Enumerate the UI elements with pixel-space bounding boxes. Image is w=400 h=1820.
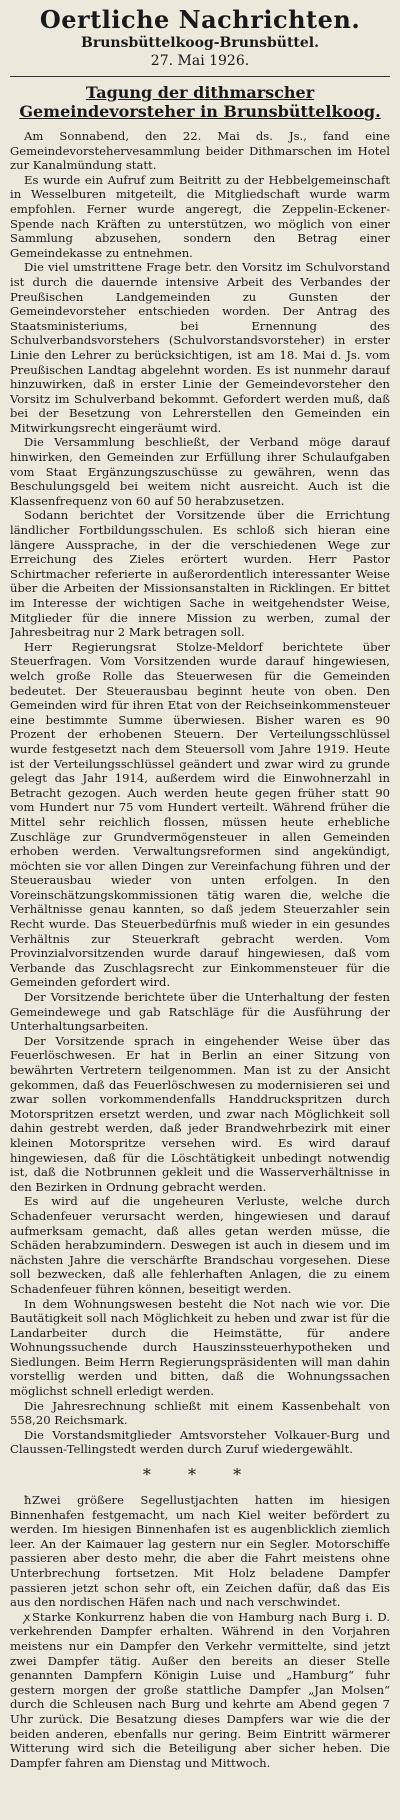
article-paragraph: Sodann berichtet der Vorsitzende über die Errichtung ländlicher Fortbildungsschulen. Es schloß sich hieran eine längere Aussprache, in der die verschiedenen Wege zur Erreichung des Zieles erörtert wurden. Herr Pastor Schirtmacher referierte in außerordentlich interessanter Weise über die Arbeiten der Missionsanstalten in Ricklingen. Er bittet im Interesse der wichtigen Sache in weitgehendster Weise, Mitglieder für die innere Mission zu werben, zumal der Jahresbeitrag nur 2 Mark betragen soll.: [10, 508, 390, 640]
pointer-mark-icon: ꭗ: [24, 1609, 31, 1624]
dateline-date: 27. Mai 1926.: [150, 53, 250, 69]
notice-paragraph: ꭗ Starke Konkurrenz haben die von Hamburg nach Burg i. D. verkehrenden Dampfer erhalten. Während in den Vorjahren meistens nur ein Dampfer den Verkehr vermittelte, sind jetzt zwei Dampfer tätig. Außer den bereits an dieser Stelle genannten Dampfern Königin Luise und „Hamburg“ fuhr gestern morgen der große stattliche Dampfer „Jan Molsen“ durch die Schleusen nach Burg und kehrte am Abend gegen 7 Uhr zurück. Die Besatzung dieses Dampfers war wie die der beiden anderen, ebenfalls nur gering. Beim Eintritt wärmerer Witterung wird sich die Beteiligung aber sicher heben. Die Dampfer fahren am Dienstag und Mittwoch.: [10, 1609, 390, 1770]
notice-paragraph: ħZwei größere Segellustjachten hatten im hiesigen Binnenhafen festgemacht, um nach Kiel weiter befördert zu werden. Im hiesigen Binnenhafen ist es augenblicklich ziemlich leer. An der Kaimauer lag gestern nur ein Segler. Motorschiffe passieren aber desto mehr, die aber die Fahrt meistens ohne Unterbrechung fortsetzen. Mit Holz beladene Dampfer passieren jetzt schon sehr oft, ein Zeichen dafür, daß das Eis aus den nordischen Häfen nach und nach verschwindet.: [10, 1493, 390, 1610]
article-paragraph: Der Vorsitzende sprach in eingehender Weise über das Feuerlöschwesen. Er hat in Berlin an einer Sitzung von bewährten Vertretern teilgenommen. Man ist zu der Ansicht gekommen, daß das Feuerlöschwesen zu modernisieren sei und zwar sollen vorkommendenfalls Handdruckspritzen durch Motorspritzen ersetzt werden, und zwar nach Möglichkeit soll dahin gestrebt werden, daß jeder Brandwehrbezirk mit einer kleinen Motorspritze versehen wird. Es wird darauf hingewiesen, daß für die Löschtätigkeit unbedingt notwendig ist, daß die Notbrunnen gekleit und die Wasserverhältnisse in den Bezirken in Ordnung gebracht werden.: [10, 1033, 390, 1194]
section-masthead: Oertliche Nachrichten.: [39, 5, 361, 34]
asterism-divider: * * *: [142, 1465, 258, 1485]
local-notices: [10, 1493, 390, 1770]
dateline-place: Brunsbüttelkoog-Brunsbüttel.: [81, 35, 319, 51]
article-paragraph: Die Versammlung beschließt, der Verband möge darauf hinwirken, den Gemeinden zur Erfüllung ihrer Schulaufgaben vom Staat Ergänzungszuschüsse zu gewähren, wenn das Beschulungsgeld bei weitem nicht ausreicht. Auch ist die Klassenfrequenz von 60 auf 50 herabzusetzen.: [10, 435, 390, 508]
article-paragraph: Die viel umstrittene Frage betr. den Vorsitz im Schulvorstand ist durch die dauernde intensive Arbeit des Verbandes der Preußischen Landgemeinden zu Gunsten der Gemeindevorsteher entschieden worden. Der Antrag des Staatsministeriums, bei Ernennung des Schulverbandsvorstehers (Schulvorstandsvorsteher) in erster Linie den Lehrer zu berücksichtigen, ist am 18. Mai d. Js. vom Preußischen Landtag abgelehnt worden. Es ist nunmehr darauf hinzuwirken, daß in erster Linie der Gemeindevorsteher den Vorsitz im Schulverband bekommt. Gefordert werden muß, daß bei der Besetzung von Lehrerstellen den Gemeinden ein Mitwirkungsrecht eingeräumt wird.: [10, 260, 390, 435]
article-paragraph: In dem Wohnungswesen besteht die Not nach wie vor. Die Bautätigkeit soll nach Möglichkeit zu heben und zwar ist für die Landarbeiter durch die Heimstätte, für andere Wohnungssuchende durch Hauszinssteuerhypotheken und Siedlungen. Beim Herrn Regierungspräsidenten will man dahin vorstellig werden und bitten, daß die Wohnungssachen möglichst schnell erledigt werden.: [10, 1296, 390, 1399]
article-paragraph: Es wird auf die ungeheuren Verluste, welche durch Schadenfeuer verursacht werden, hingewiesen und darauf aufmerksam gemacht, daß alles getan werden müsse, die Schäden herabzumindern. Deswegen ist auch in diesem und im nächsten Jahre die verschärfte Brandschau vorgesehen. Diese soll bezwecken, daß alle fehlerhaften Anlagen, die zu einem Schadenfeuer führen können, beseitigt werden.: [10, 1194, 390, 1296]
article-paragraph: Herr Regierungsrat Stolze-Meldorf berichtete über Steuerfragen. Vom Vorsitzenden wurde darauf hingewiesen, welch große Rolle das Steuerwesen für die Gemeinden bedeutet. Der Steuerausbau beginnt heute von oben. Den Gemeinden wird für ihren Etat von der Reichseinkommensteuer eine bestimmte Summe überwiesen. Bisher waren es 90 Prozent der erhobenen Steuern. Der Verteilungsschlüssel wurde festgesetzt nach dem Steuersoll vom Jahre 1919. Heute ist der Verteilungsschlüssel geändert und zwar wird zu grunde gelegt das Jahr 1914, außerdem wird die Einwohnerzahl in Betracht gezogen. Auch werden heute gegen früher statt 90 vom Hundert nur 75 vom Hundert verteilt. Während früher die Mittel sehr reichlich flossen, müssen heute erhebliche Zuschläge zur Grundvermögensteuer in allen Gemeinden erhoben werden. Verwaltungsreformen sind angekündigt, möchten sie vor allen Dingen zur Vereinfachung führen und der Steuerausbau wieder von unten erfolgen. In den Voreinschätzungskommissionen tätig waren die, welche die Verhältnisse genau kannten, so daß jedem Steuerzahler sein Recht wurde. Das Steuerbedürfnis muß wieder in ein gesundes Verhältnis zur Steuerkraft gebracht werden. Vom Provinzialvorsitzenden wurde darauf hingewiesen, daß vom Verbande das Zuschlagsrecht zur Einkommensteuer für die Gemeinden gefordert wird.: [10, 639, 390, 990]
pointer-mark-icon: ħ: [24, 1493, 32, 1508]
article-paragraph: Am Sonnabend, den 22. Mai ds. Js., fand eine Gemeindevorstehervesammlung beider Dithmarschen im Hotel zur Kanalmündung statt.: [10, 129, 390, 173]
article-paragraph: Die Vorstandsmitglieder Amtsvorsteher Volkauer-Burg und Claussen-Tellingstedt werden durch Zuruf wiedergewählt.: [10, 1427, 390, 1457]
article-headline: Tagung der dithmarscher Gemeindevorsteher in Brunsbüttelkoog.: [10, 76, 390, 121]
article-paragraph: Es wurde ein Aufruf zum Beitritt zu der Hebbelgemeinschaft in Wesselburen mitgeteilt, die Mitgliedschaft wurde warm empfohlen. Ferner wurde angeregt, die Zeppelin-Eckener-Spende nach Kräften zu unterstützen, wo möglich von einer Sammlung abzusehen, sondern den Betrag einer Gemeindekasse zu entnehmen.: [10, 172, 390, 260]
article-body: [10, 129, 390, 1457]
article-paragraph: Die Jahresrechnung schließt mit einem Kassenbehalt von 558,20 Reichsmark.: [10, 1398, 390, 1428]
newspaper-page: [10, 0, 390, 1812]
article-paragraph: Der Vorsitzende berichtete über die Unterhaltung der festen Gemeindewege und gab Ratschläge für die Ausführung der Unterhaltungsarbeiten.: [10, 990, 390, 1034]
